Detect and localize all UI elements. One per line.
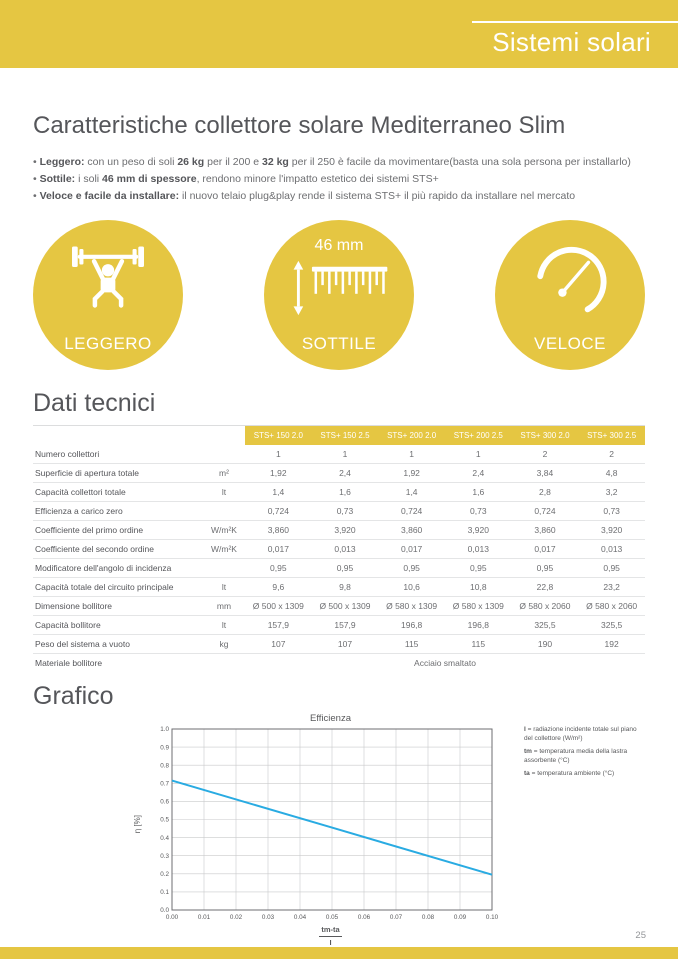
row-value: 1,4 [245, 483, 312, 502]
row-value: 196,8 [445, 616, 512, 635]
row-value: 1,92 [378, 464, 445, 483]
svg-text:0.02: 0.02 [229, 914, 243, 921]
row-unit: W/m²K [203, 521, 245, 540]
row-label: Capacità totale del circuito principale [33, 578, 203, 597]
row-unit: W/m²K [203, 540, 245, 559]
thickness-value: 46 mm [314, 237, 364, 254]
row-value: 10,6 [378, 578, 445, 597]
svg-text:0.3: 0.3 [160, 852, 169, 860]
svg-text:0.9: 0.9 [160, 744, 169, 752]
chart-legend [524, 725, 645, 950]
bullet-bold: Veloce e facile da installare: [39, 190, 180, 202]
bullet-text: per il 250 è facile da movimentare(basta una sola persona per installarlo) [288, 156, 631, 168]
row-label: Coefficiente del secondo ordine [33, 540, 203, 559]
chart-grid [172, 729, 492, 910]
bullet-bold: 26 kg [177, 156, 205, 168]
row-value: 9,6 [245, 578, 312, 597]
table-row [33, 483, 645, 502]
row-value: 0,013 [312, 540, 379, 559]
row-value: 0,017 [378, 540, 445, 559]
row-value: 0,95 [445, 559, 512, 578]
row-value: 0,95 [312, 559, 379, 578]
row-label: Materiale bollitore [35, 658, 103, 668]
legend-symbol: I [524, 726, 526, 733]
graph-heading: Grafico [33, 682, 114, 710]
row-label: Capacità bollitore [33, 616, 203, 635]
row-value: 157,9 [312, 616, 379, 635]
row-label: Dimensione bollitore [33, 597, 203, 616]
badge-label-veloce: VELOCE [534, 334, 606, 353]
column-header: STS+ 300 2.0 [512, 426, 579, 445]
svg-text:0.06: 0.06 [357, 914, 371, 921]
feature-list [33, 154, 645, 205]
row-value: 0,95 [378, 559, 445, 578]
svg-text:0.5: 0.5 [160, 816, 169, 824]
graph-section [33, 713, 645, 950]
row-value: 23,2 [578, 578, 645, 597]
badge-sottile [264, 220, 414, 370]
column-header: STS+ 200 2.5 [445, 426, 512, 445]
row-value: Ø 580 x 2060 [578, 597, 645, 616]
badge-label-leggero: LEGGERO [64, 334, 152, 353]
tech-table [33, 426, 645, 672]
row-value: 325,5 [578, 616, 645, 635]
badge-leggero [33, 220, 183, 370]
bullet-text: , rendono minore l'impatto estetico dei sistemi STS+ [196, 173, 439, 185]
bullet-bold: Sottile: [39, 173, 76, 185]
row-unit: m² [203, 464, 245, 483]
row-value: 190 [512, 635, 579, 654]
svg-text:0.8: 0.8 [160, 762, 169, 770]
column-header: STS+ 300 2.5 [578, 426, 645, 445]
bullet-text: con un peso di soli [84, 156, 178, 168]
row-label: Superficie di apertura totale [33, 464, 203, 483]
table-row [33, 502, 645, 521]
row-label: Efficienza a carico zero [33, 502, 203, 521]
feature-bullet-sottile [33, 171, 645, 188]
legend-item [524, 769, 645, 778]
table-row [33, 635, 645, 654]
svg-text:0.6: 0.6 [160, 798, 169, 806]
row-value: 2 [512, 445, 579, 464]
row-value: Ø 580 x 1309 [378, 597, 445, 616]
header-title: Sistemi solari [492, 27, 651, 57]
svg-text:0.03: 0.03 [261, 914, 275, 921]
bullet-text: i soli [75, 173, 103, 185]
row-value: Ø 500 x 1309 [245, 597, 312, 616]
row-value: 0,95 [578, 559, 645, 578]
row-unit: mm [203, 597, 245, 616]
row-value: 22,8 [512, 578, 579, 597]
ruler-icon [288, 259, 390, 317]
legend-item [524, 747, 645, 765]
row-unit [203, 559, 245, 578]
svg-text:0.07: 0.07 [389, 914, 403, 921]
row-value: 0,95 [512, 559, 579, 578]
row-value: 1 [245, 445, 312, 464]
column-header: STS+ 150 2.5 [312, 426, 379, 445]
row-value: 1,6 [445, 483, 512, 502]
row-value: 0,013 [578, 540, 645, 559]
row-value: 4,8 [578, 464, 645, 483]
page-title: Caratteristiche collettore solare Mediterraneo Slim [33, 112, 566, 139]
legend-symbol: tm [524, 748, 532, 756]
page-number: 25 [635, 930, 646, 941]
row-value: 3,920 [578, 521, 645, 540]
bullet-bold: 32 kg [261, 156, 289, 168]
row-value: 192 [578, 635, 645, 654]
table-row [33, 616, 645, 635]
legend-symbol: ta [524, 770, 530, 778]
row-value: 0,73 [445, 502, 512, 521]
tech-heading: Dati tecnici [33, 389, 645, 426]
y-axis-label: η [%] [133, 814, 142, 834]
feature-bullet-veloce [33, 188, 645, 205]
row-value: 3,920 [312, 521, 379, 540]
row-value: 3,2 [578, 483, 645, 502]
row-value: Ø 580 x 2060 [512, 597, 579, 616]
row-value: 115 [445, 635, 512, 654]
legend-text: = temperatura media della lastra assorbente (°C) [524, 748, 628, 765]
svg-text:0.10: 0.10 [485, 914, 498, 921]
content [0, 112, 678, 950]
feature-bullet-leggero [33, 154, 645, 171]
footer-band [0, 947, 678, 959]
row-value: 0,73 [312, 502, 379, 521]
table-row [33, 559, 645, 578]
row-value: 0,013 [445, 540, 512, 559]
row-label: Numero collettori [33, 445, 203, 464]
row-value: 107 [245, 635, 312, 654]
fraction-denominator: I [329, 937, 332, 947]
x-axis-fraction [319, 925, 341, 948]
row-unit: lt [203, 616, 245, 635]
badge-veloce [495, 220, 645, 370]
bullet-bold: 46 mm di spessore [102, 173, 197, 185]
svg-text:1.0: 1.0 [160, 726, 169, 734]
efficiency-chart [142, 724, 498, 924]
row-value: 1 [312, 445, 379, 464]
svg-text:0.05: 0.05 [325, 914, 339, 921]
row-label: Modificatore dell'angolo di incidenza [33, 559, 203, 578]
badge-label-sottile: SOTTILE [301, 334, 377, 353]
header-band [0, 0, 678, 68]
x-tick-labels [166, 914, 498, 921]
svg-text:0.04: 0.04 [293, 914, 307, 921]
weightlifter-icon [67, 240, 149, 312]
row-value: 3,860 [245, 521, 312, 540]
table-row [33, 540, 645, 559]
bullet-text: il nuovo telaio plug&play rende il sistema STS+ il più rapido da installare nel mercato [179, 190, 576, 202]
row-value: 1 [445, 445, 512, 464]
row-value: 1,4 [378, 483, 445, 502]
row-value: 3,920 [445, 521, 512, 540]
row-value: 0,724 [245, 502, 312, 521]
row-value: 9,8 [312, 578, 379, 597]
row-value: 0,73 [578, 502, 645, 521]
row-value: 0,724 [378, 502, 445, 521]
svg-text:0.7: 0.7 [160, 780, 169, 788]
chart-area [133, 724, 498, 924]
row-label: Peso del sistema a vuoto [33, 635, 203, 654]
fraction-numerator: tm-ta [319, 925, 341, 937]
svg-text:0.1: 0.1 [160, 889, 169, 897]
column-header: STS+ 200 2.0 [378, 426, 445, 445]
row-value: 2 [578, 445, 645, 464]
row-value: 1,6 [312, 483, 379, 502]
svg-text:0.00: 0.00 [165, 914, 179, 921]
table-row [33, 654, 645, 673]
column-header: STS+ 150 2.0 [245, 426, 312, 445]
chart-title: Efficienza [309, 713, 351, 724]
row-value: 3,84 [512, 464, 579, 483]
row-value: 3,860 [378, 521, 445, 540]
table-row [33, 464, 645, 483]
row-label: Coefficiente del primo ordine [33, 521, 203, 540]
row-value: 325,5 [512, 616, 579, 635]
row-value: 2,8 [512, 483, 579, 502]
row-value: 196,8 [378, 616, 445, 635]
table-row [33, 521, 645, 540]
row-value: 2,4 [312, 464, 379, 483]
table-row [33, 597, 645, 616]
legend-text: = temperatura ambiente (°C) [529, 770, 615, 778]
row-value: 0,95 [245, 559, 312, 578]
row-value: 0,017 [245, 540, 312, 559]
row-value: Ø 500 x 1309 [312, 597, 379, 616]
table-row [33, 578, 645, 597]
row-unit: kg [203, 635, 245, 654]
row-label: Capacità collettori totale [33, 483, 203, 502]
svg-text:0.09: 0.09 [453, 914, 467, 921]
row-value-span: Acciaio smaltato [414, 658, 476, 668]
row-unit [203, 502, 245, 521]
row-value: 10,8 [445, 578, 512, 597]
row-unit [203, 445, 245, 464]
row-value: 1 [378, 445, 445, 464]
svg-text:0.0: 0.0 [160, 907, 169, 915]
row-value: 157,9 [245, 616, 312, 635]
row-unit: lt [203, 578, 245, 597]
row-value: 1,92 [245, 464, 312, 483]
row-unit: lt [203, 483, 245, 502]
row-value: 2,4 [445, 464, 512, 483]
svg-text:0.08: 0.08 [421, 914, 435, 921]
chart-block [133, 713, 498, 950]
badge-row [33, 220, 645, 370]
legend-text: = radiazione incidente totale sul piano del collettore (W/m²) [524, 726, 637, 743]
row-value: 3,860 [512, 521, 579, 540]
svg-text:0.01: 0.01 [197, 914, 211, 921]
svg-text:0.4: 0.4 [160, 834, 169, 842]
bullet-text: per il 200 e [204, 156, 262, 168]
y-tick-labels [160, 726, 169, 914]
row-unit [203, 654, 245, 673]
table-header-row [33, 426, 645, 445]
row-value: 115 [378, 635, 445, 654]
header-rule [472, 21, 678, 23]
legend-item [524, 725, 645, 743]
row-value: Ø 580 x 1309 [445, 597, 512, 616]
svg-text:0.2: 0.2 [160, 871, 169, 878]
row-value: 107 [312, 635, 379, 654]
row-value: 0,017 [512, 540, 579, 559]
speedometer-icon [527, 233, 613, 317]
table-row [33, 445, 645, 464]
bullet-bold: Leggero: [39, 156, 85, 168]
row-value: 0,724 [512, 502, 579, 521]
